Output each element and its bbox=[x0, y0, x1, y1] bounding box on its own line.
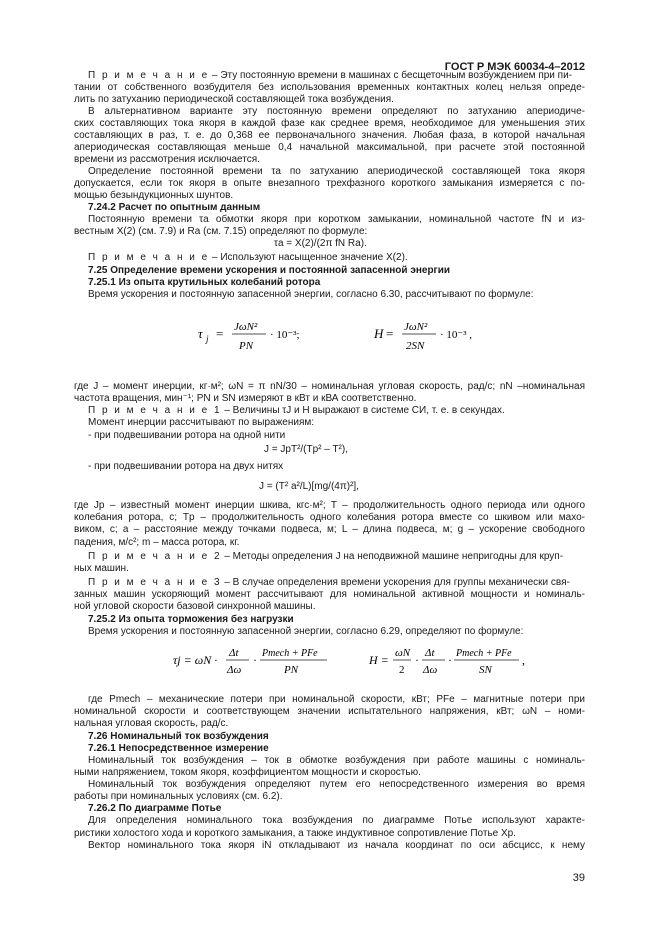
text-line: мощью безындукционных шунтов. bbox=[74, 190, 234, 201]
eq4-pnum: Pmech + PFe bbox=[456, 648, 512, 659]
text-line: где J – момент инерции, кг·м²; ωN = π nN/30 – номинальная угловая скорость, рад/с; nN –номинальная bbox=[74, 381, 585, 392]
eq4-two: 2 bbox=[399, 664, 405, 676]
text-line: В альтернативном варианте эту постоянную времени определяют по затуханию апериодиче- bbox=[88, 106, 585, 117]
formula-line: J = (T² a²/L)[mg/(4π)²], bbox=[259, 481, 359, 492]
eq3-pden: PN bbox=[284, 664, 299, 676]
section-heading: 7.25.2 Из опыта торможения без нагрузки bbox=[88, 614, 294, 625]
section-heading: 7.26 Номинальный ток возбуждения bbox=[88, 731, 269, 742]
page-number: 39 bbox=[572, 872, 585, 884]
text-line: ной угловой скорости базовой синхронной машины. bbox=[74, 601, 316, 612]
eq1-denominator: PN bbox=[239, 340, 254, 352]
eq3-dot: · bbox=[253, 653, 257, 667]
text-line: времени из рассмотрения исключается. bbox=[74, 154, 260, 165]
document-header: ГОСТ Р МЭК 60034-4–2012 bbox=[444, 61, 585, 73]
text-line: частота вращения, мин⁻¹; PN и SN измеряют в кВт и кВА соответственно. bbox=[74, 393, 417, 404]
text-line: колебания ротора, с; Tp – продолжительность одного колебания ротора вместе со шкивом или махо- bbox=[74, 512, 585, 523]
text-line: виком, с; a – расстояние между точками подвеса, м; L – длина подвеса, м; g – ускорение свободного bbox=[74, 524, 585, 535]
note-line: П р и м е ч а н и е 3 – В случае определения времени ускорения для группы механически свя- bbox=[88, 577, 570, 588]
eq1-equals: = bbox=[216, 326, 224, 341]
text-line: занных машин ускоряющий момент рассчитывают для номинальной активной мощности и номиналь- bbox=[74, 589, 585, 600]
text-line: ских составляющих тока якоря в каждой фазе как среднее время, необходимое для уменьшения этих bbox=[74, 118, 585, 129]
section-heading: 7.24.2 Расчет по опытным данным bbox=[88, 202, 261, 213]
eq2-equals: = bbox=[386, 326, 394, 341]
eq4-dt: Δt bbox=[425, 647, 435, 659]
text-line: апериодическая составляющая меньше 0,4 начальной максимальной, при расчете этой постоянной bbox=[74, 142, 585, 153]
eq3-dw: Δω bbox=[227, 664, 242, 676]
eq2-H: H bbox=[374, 326, 384, 341]
text-line: номинальной скорости и соответствующем значении испытательного напряжения, кВт; ωN – номи- bbox=[74, 706, 585, 717]
eq3-lhs: τj = ωN · bbox=[173, 653, 218, 667]
section-heading: 7.25.1 Из опыта крутильных колебаний ротора bbox=[88, 277, 321, 288]
text-line: ристики холостого хода и короткого замыкания, а также индуктивное сопротивление Потье Xp. bbox=[74, 828, 517, 839]
text-line: падения, м/с²; m – масса ротора, кг. bbox=[74, 537, 240, 548]
text-line: Номинальный ток возбуждения – ток в обмотке возбуждения при работе машины с номиналь- bbox=[88, 755, 585, 766]
eq2-multiplier: · 10⁻³ , bbox=[440, 329, 473, 341]
text-line: Определение постоянной времени τa по затуханию апериодической составляющей тока якоря bbox=[88, 166, 585, 177]
text-line: работы при номинальных условиях (см. 6.2). bbox=[74, 791, 283, 802]
eq4-end: , bbox=[522, 653, 525, 667]
eq3-pnum: Pmech + PFe bbox=[262, 648, 318, 659]
eq4-dot: · bbox=[415, 653, 419, 667]
formula-line: τa = X(2)/(2π fN Ra). bbox=[274, 238, 367, 249]
text-line: где Pmech – механические потери при номинальной скорости, кВт; PFe – магнитные потери при bbox=[88, 694, 585, 705]
section-heading: 7.25 Определение времени ускорения и постоянной запасенной энергии bbox=[88, 265, 451, 276]
text-line: Вектор номинального тока якоря iN откладывают из начала координат по оси абсцисс, к нему bbox=[88, 840, 585, 851]
eq1-j: j bbox=[206, 334, 209, 344]
section-heading: 7.26.1 Непосредственное измерение bbox=[88, 743, 269, 754]
text-line: Время ускорения и постоянную запасенной энергии, согласно 6.29, определяют по формуле: bbox=[88, 626, 524, 637]
text-line: - при подвешивании ротора на двух нитях bbox=[88, 461, 284, 472]
eq1-tau: τ bbox=[198, 326, 203, 341]
text-line: вестным X(2) (см. 7.9) и Ra (см. 7.15) определяют по формуле: bbox=[74, 226, 368, 237]
text-line: Для определения номинального тока возбуждения по диаграмме Потье используют характе- bbox=[88, 815, 585, 826]
text-line: где Jp – известный момент инерции шкива, кгс·м²; T – продолжительность одного периода или одного bbox=[74, 500, 585, 511]
note-line: П р и м е ч а н и е – Эту постоянную времени в машинах с бесщеточным возбуждением при пи- bbox=[88, 70, 573, 81]
eq4-H: H = bbox=[369, 653, 389, 667]
text-line: - при подвешивании ротора на одной нити bbox=[88, 430, 286, 441]
eq1-multiplier: · 10⁻³; bbox=[270, 329, 300, 341]
note-line: П р и м е ч а н и е – Используют насыщенное значение X(2). bbox=[88, 252, 408, 263]
formula-acceleration-time bbox=[194, 300, 494, 370]
text-line: тании от собственного возбудителя без использования временных контактных колец нельзя опреде- bbox=[74, 82, 585, 93]
text-line: составляющих в раз, т. е. до 0,368 ее первоначального значения. Любая фаза, в которой начальная bbox=[74, 130, 585, 141]
text-line: ных машин. bbox=[74, 563, 129, 574]
formula-line: J = JpT²/(Tp² – T²), bbox=[264, 444, 348, 455]
note-line: П р и м е ч а н и е 1 – Величины τJ и H выражают в системе СИ, т. е. в секундах. bbox=[88, 405, 505, 416]
formula-coasting bbox=[169, 636, 529, 686]
text-line: Момент инерции рассчитывают по выражениям: bbox=[88, 417, 315, 428]
text-line: ными напряжением, током якоря, коэффициентом мощности и скоростью. bbox=[74, 767, 421, 778]
note-line: П р и м е ч а н и е 2 – Методы определения J на неподвижной машине непригодны для круп- bbox=[88, 551, 564, 562]
text-line: допускается, если ток якоря в опыте внезапного трехфазного короткого замыкания измеряется с по- bbox=[74, 178, 585, 189]
section-heading: 7.26.2 По диаграмме Потье bbox=[88, 803, 222, 814]
eq1-numerator: JωN² bbox=[234, 321, 258, 333]
text-line: Постоянную времени τa обмотки якоря при коротком замыкании, номинальной частоте fN и из- bbox=[88, 214, 585, 225]
text-line: лить по затуханию периодической составляющей тока возбуждения. bbox=[74, 94, 394, 105]
eq3-dt: Δt bbox=[229, 647, 239, 659]
eq4-dw: Δω bbox=[423, 664, 438, 676]
text-line: Время ускорения и постоянную запасенной энергии, согласно 6.30, рассчитывают по формуле: bbox=[88, 289, 534, 300]
eq2-numerator: JωN² bbox=[404, 321, 428, 333]
text-line: Номинальный ток возбуждения определяют путем его непосредственного измерения во время bbox=[88, 779, 585, 790]
eq4-dot2: · bbox=[448, 653, 452, 667]
text-line: нальная угловая скорость, рад/с. bbox=[74, 718, 229, 729]
eq4-wn: ωN bbox=[395, 647, 411, 659]
eq2-denominator: 2SN bbox=[406, 340, 425, 352]
eq4-sden: SN bbox=[479, 664, 492, 676]
